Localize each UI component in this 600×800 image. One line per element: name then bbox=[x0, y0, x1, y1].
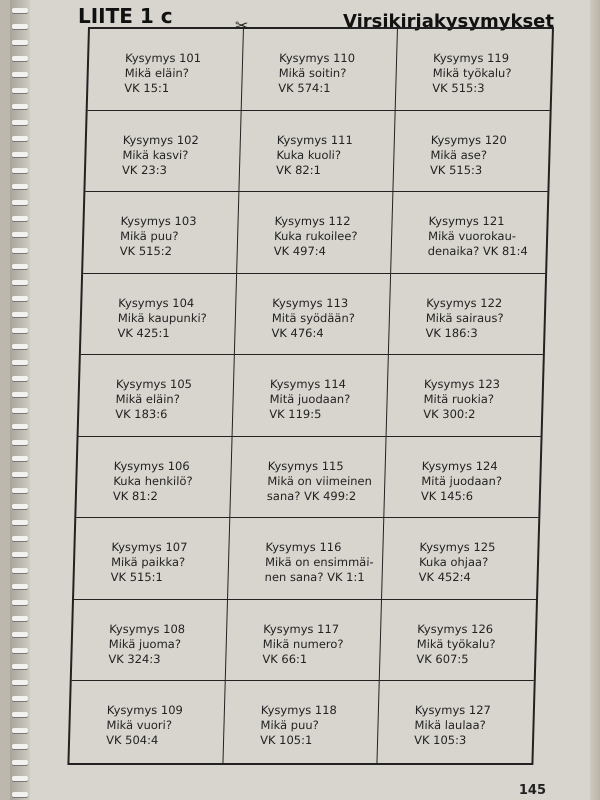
question-line: Kuka henkilö? bbox=[113, 473, 193, 488]
card-text bbox=[120, 214, 232, 259]
binding-ring bbox=[12, 792, 28, 797]
question-line: Kuka rukoilee? bbox=[273, 229, 358, 244]
question-number: Kysymys 117 bbox=[262, 621, 340, 636]
card-text bbox=[124, 51, 236, 96]
binding-ring bbox=[12, 472, 28, 477]
question-card bbox=[74, 518, 230, 600]
question-line: VK 452:4 bbox=[418, 570, 472, 585]
question-number: Kysymys 119 bbox=[432, 51, 510, 65]
binding-ring bbox=[12, 504, 28, 509]
binding-ring bbox=[12, 456, 28, 461]
question-number: Kysymys 107 bbox=[111, 540, 188, 555]
binding-ring bbox=[12, 760, 28, 765]
question-line: VK 81:2 bbox=[112, 488, 158, 503]
binding-ring bbox=[12, 152, 28, 157]
question-line: Kuka ohjaa? bbox=[418, 555, 489, 570]
card-text bbox=[264, 540, 376, 585]
card-text bbox=[425, 296, 538, 341]
question-number: Kysymys 115 bbox=[267, 458, 344, 473]
card-text bbox=[115, 377, 227, 422]
question-line: VK 515:3 bbox=[432, 81, 485, 95]
question-line: VK 515:1 bbox=[110, 570, 164, 585]
card-text bbox=[271, 296, 383, 341]
binding-ring bbox=[12, 40, 28, 45]
card-text bbox=[267, 459, 379, 504]
card-text bbox=[122, 133, 234, 178]
question-card bbox=[396, 29, 552, 111]
question-card bbox=[393, 111, 549, 193]
question-line: Mikä paikka? bbox=[110, 555, 186, 570]
question-line: Mikä sairaus? bbox=[425, 310, 504, 325]
question-card bbox=[242, 29, 398, 111]
binding-ring bbox=[12, 8, 28, 13]
binding-ring bbox=[12, 696, 28, 701]
binding-ring bbox=[12, 600, 28, 605]
question-number: Kysymys 127 bbox=[414, 703, 492, 718]
question-card bbox=[81, 274, 237, 356]
binding-ring bbox=[12, 552, 28, 557]
question-number: Kysymys 118 bbox=[260, 703, 338, 718]
binding-ring bbox=[12, 360, 28, 365]
card-text bbox=[414, 703, 527, 748]
question-line: VK 183:6 bbox=[114, 407, 168, 422]
question-line: Mikä ase? bbox=[430, 147, 488, 162]
question-card bbox=[235, 274, 391, 356]
card-text bbox=[117, 296, 229, 341]
question-line: VK 300:2 bbox=[422, 407, 476, 422]
binding-ring bbox=[12, 712, 28, 717]
question-number: Kysymys 122 bbox=[426, 295, 503, 310]
question-line: Mikä puu? bbox=[119, 229, 179, 244]
binding-ring bbox=[12, 776, 28, 781]
question-card-grid bbox=[67, 27, 554, 765]
question-line: denaika? VK 81:4 bbox=[427, 244, 528, 259]
scissors-icon: ✂ bbox=[235, 16, 249, 35]
question-line: Mikä on viimeinen bbox=[267, 473, 373, 488]
question-line: VK 23:3 bbox=[121, 162, 168, 177]
question-card bbox=[83, 192, 239, 274]
question-line: Mikä kaupunki? bbox=[117, 310, 207, 325]
binding-ring bbox=[12, 408, 28, 413]
question-line: Mikä vuori? bbox=[106, 718, 173, 733]
card-text bbox=[418, 540, 531, 585]
binding-ring bbox=[12, 424, 28, 429]
question-card bbox=[79, 355, 235, 437]
question-line: VK 476:4 bbox=[271, 325, 324, 340]
binding-ring bbox=[12, 680, 28, 685]
question-number: Kysymys 116 bbox=[265, 540, 342, 555]
question-number: Kysymys 101 bbox=[124, 51, 202, 65]
binding-ring bbox=[12, 56, 28, 61]
card-text bbox=[110, 540, 222, 585]
question-line: VK 186:3 bbox=[425, 325, 478, 340]
binding-ring bbox=[12, 584, 28, 589]
binding-ring bbox=[12, 664, 28, 669]
question-number: Kysymys 104 bbox=[118, 295, 195, 310]
question-line: Mitä ruokia? bbox=[423, 392, 495, 407]
card-text bbox=[430, 133, 543, 178]
question-line: sana? VK 499:2 bbox=[266, 488, 357, 503]
binding-ring bbox=[12, 296, 28, 301]
question-card bbox=[72, 600, 228, 682]
question-number: Kysymys 110 bbox=[278, 51, 356, 65]
question-line: VK 425:1 bbox=[117, 325, 170, 340]
question-number: Kysymys 120 bbox=[430, 132, 507, 147]
question-line: Mikä soitin? bbox=[278, 66, 347, 80]
question-line: Mitä juodaan? bbox=[269, 392, 351, 407]
binding-ring bbox=[12, 616, 28, 621]
question-line: VK 145:6 bbox=[420, 488, 474, 503]
page-edge bbox=[590, 0, 600, 800]
question-card bbox=[391, 192, 547, 274]
question-number: Kysymys 111 bbox=[276, 132, 353, 147]
question-number: Kysymys 121 bbox=[428, 214, 505, 229]
binding-ring bbox=[12, 104, 28, 109]
question-card bbox=[380, 600, 536, 682]
binding-ring bbox=[12, 216, 28, 221]
binding-ring bbox=[12, 728, 28, 733]
question-line: Kuka kuoli? bbox=[276, 147, 342, 162]
question-line: VK 324:3 bbox=[108, 651, 161, 666]
question-line: VK 497:4 bbox=[273, 244, 327, 259]
question-number: Kysymys 105 bbox=[115, 377, 193, 392]
card-text bbox=[113, 459, 225, 504]
question-card bbox=[76, 437, 232, 519]
page-heading: Virsikirjakysymykset bbox=[342, 11, 554, 32]
binding-ring bbox=[12, 392, 28, 397]
binding-ring bbox=[12, 520, 28, 525]
binding-ring bbox=[12, 120, 28, 125]
binding-ring bbox=[12, 24, 28, 29]
card-text bbox=[269, 377, 381, 422]
question-number: Kysymys 113 bbox=[272, 295, 349, 310]
binding-ring bbox=[12, 344, 28, 349]
binding-ring bbox=[12, 440, 28, 445]
question-line: Mikä kasvi? bbox=[122, 147, 189, 162]
question-line: VK 574:1 bbox=[278, 81, 331, 95]
appendix-label: LIITE 1 c bbox=[78, 4, 173, 28]
question-line: Mikä laulaa? bbox=[414, 718, 486, 733]
question-line: Mikä eläin? bbox=[124, 66, 190, 80]
question-number: Kysymys 112 bbox=[274, 214, 351, 229]
card-text bbox=[423, 377, 536, 422]
binding-ring bbox=[12, 376, 28, 381]
question-card bbox=[233, 355, 389, 437]
question-card bbox=[387, 355, 543, 437]
question-card bbox=[239, 111, 395, 193]
question-card bbox=[237, 192, 393, 274]
question-card bbox=[389, 274, 545, 356]
binding-ring bbox=[12, 264, 28, 269]
question-line: VK 105:1 bbox=[259, 733, 313, 748]
question-card bbox=[384, 437, 540, 519]
binding-ring bbox=[12, 200, 28, 205]
binding-ring bbox=[12, 280, 28, 285]
card-text bbox=[421, 459, 534, 504]
page-number: 145 bbox=[518, 783, 546, 798]
question-card bbox=[85, 111, 241, 193]
spiral-binding bbox=[10, 0, 30, 800]
question-line: Mikä työkalu? bbox=[432, 66, 512, 80]
question-line: Mikä eläin? bbox=[115, 392, 180, 407]
card-text bbox=[262, 622, 374, 667]
binding-ring bbox=[12, 248, 28, 253]
card-text bbox=[428, 214, 541, 259]
question-card bbox=[382, 518, 538, 600]
binding-ring bbox=[12, 312, 28, 317]
card-text bbox=[432, 51, 545, 96]
question-line: Mitä juodaan? bbox=[421, 473, 503, 488]
question-card bbox=[226, 600, 382, 682]
question-line: Mikä numero? bbox=[262, 636, 344, 651]
binding-ring bbox=[12, 184, 28, 189]
question-line: Mitä syödään? bbox=[271, 310, 356, 325]
binding-ring bbox=[12, 232, 28, 237]
binding-ring bbox=[12, 72, 28, 77]
question-line: VK 515:2 bbox=[119, 244, 173, 259]
question-card bbox=[377, 681, 533, 763]
card-text bbox=[260, 703, 372, 748]
binding-ring bbox=[12, 136, 28, 141]
question-line: nen sana? VK 1:1 bbox=[264, 570, 365, 585]
question-line: VK 105:3 bbox=[413, 733, 467, 748]
question-line: VK 119:5 bbox=[268, 407, 322, 422]
question-line: Mikä työkalu? bbox=[416, 636, 496, 651]
binding-ring bbox=[12, 328, 28, 333]
question-number: Kysymys 123 bbox=[423, 377, 501, 392]
question-number: Kysymys 114 bbox=[269, 377, 347, 392]
question-card bbox=[223, 681, 379, 763]
question-number: Kysymys 126 bbox=[416, 621, 494, 636]
book-page bbox=[10, 0, 600, 800]
binding-ring bbox=[12, 168, 28, 173]
question-card bbox=[228, 518, 384, 600]
question-card bbox=[230, 437, 386, 519]
question-line: Mikä vuorokau- bbox=[427, 229, 517, 244]
question-line: VK 504:4 bbox=[105, 733, 159, 748]
card-text bbox=[274, 214, 386, 259]
question-line: VK 515:3 bbox=[429, 162, 483, 177]
question-number: Kysymys 124 bbox=[421, 458, 498, 473]
binding-ring bbox=[12, 648, 28, 653]
question-card bbox=[69, 681, 225, 763]
question-number: Kysymys 103 bbox=[120, 214, 197, 229]
question-line: Mikä juoma? bbox=[108, 636, 182, 651]
binding-ring bbox=[12, 88, 28, 93]
question-number: Kysymys 108 bbox=[108, 621, 186, 636]
question-number: Kysymys 109 bbox=[106, 703, 184, 718]
question-line: VK 66:1 bbox=[262, 651, 308, 666]
binding-ring bbox=[12, 568, 28, 573]
question-line: VK 82:1 bbox=[275, 162, 322, 177]
question-line: Mikä on ensimmäi- bbox=[264, 555, 374, 570]
card-text bbox=[276, 133, 388, 178]
question-number: Kysymys 106 bbox=[113, 458, 190, 473]
card-text bbox=[108, 622, 220, 667]
question-card bbox=[88, 29, 244, 111]
question-number: Kysymys 102 bbox=[122, 132, 199, 147]
binding-ring bbox=[12, 488, 28, 493]
question-line: VK 607:5 bbox=[416, 651, 469, 666]
question-number: Kysymys 125 bbox=[419, 540, 496, 555]
question-line: VK 15:1 bbox=[124, 81, 170, 95]
binding-ring bbox=[12, 632, 28, 637]
binding-ring bbox=[12, 536, 28, 541]
card-text bbox=[278, 51, 390, 96]
card-text bbox=[106, 703, 218, 748]
card-text bbox=[416, 622, 529, 667]
binding-ring bbox=[12, 744, 28, 749]
question-line: Mikä puu? bbox=[260, 718, 319, 733]
